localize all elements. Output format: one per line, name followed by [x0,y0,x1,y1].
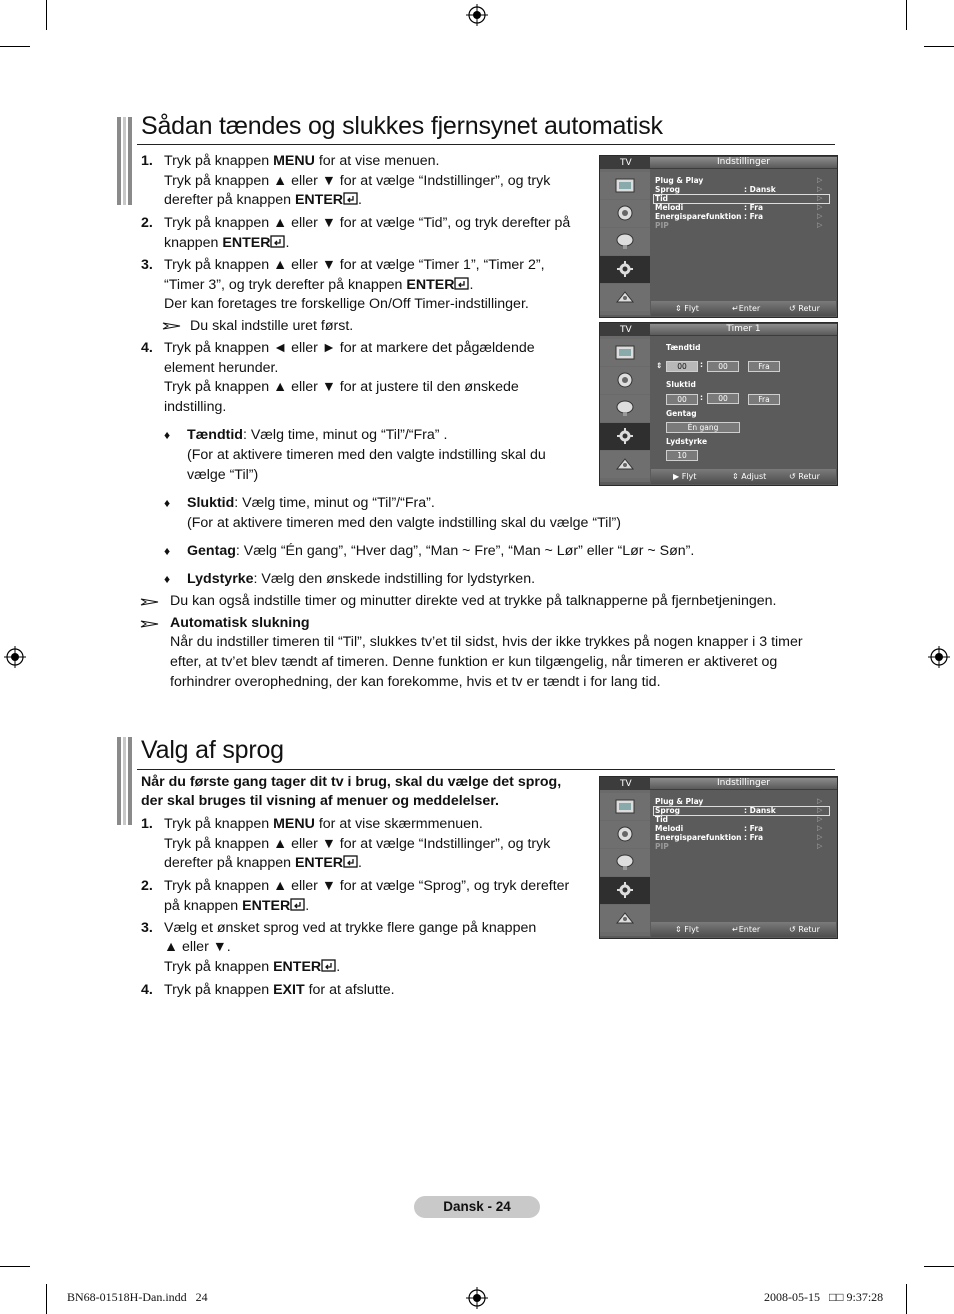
picture-icon[interactable] [600,793,650,820]
menu-item-value: : Fra [744,212,764,221]
menu-sidebar [600,336,650,482]
registration-mark-icon [466,1287,488,1309]
chevron-right-icon: ▷ [817,203,823,211]
enter-key-icon [454,277,469,290]
bullet-diamond-icon: ♦ [164,572,171,586]
volume-field[interactable]: 10 [666,450,698,461]
step-number: 1. [141,153,153,169]
input-icon[interactable] [600,284,650,311]
menu-item[interactable]: Melodi [655,824,684,833]
channel-icon[interactable] [600,849,650,876]
registration-mark-icon [4,646,26,668]
move-hint: ▶ Flyt [673,472,697,481]
menu-item[interactable]: Tid [655,194,669,203]
repeat-field[interactable]: Én gang [666,422,740,433]
menu-item[interactable]: Plug & Play [655,797,704,806]
move-hint: ⇕ Flyt [675,925,699,934]
step-number: 2. [141,215,153,231]
menu-item-value: : Fra [744,824,764,833]
menu-item-value: : Dansk [744,806,776,815]
tv-menu-language [599,776,838,939]
step-number: 4. [141,982,153,998]
step-text: Tryk på knappen EXIT for at afslutte. [164,982,395,998]
chevron-right-icon: ▷ [817,824,823,832]
menu-title: Indstillinger [650,778,837,789]
menu-source-label: TV [620,325,632,335]
step-text: Vælg et ønsket sprog ved at trykke flere gange på knappen [164,920,537,936]
off-time-label: Sluktid [666,380,696,389]
chevron-right-icon: ▷ [817,842,823,850]
crop-mark [924,1266,954,1267]
menu-item[interactable]: Tid [655,815,669,824]
menu-selection [653,194,830,204]
step-text: knappen ENTER . [164,235,290,251]
menu-sidebar [600,169,650,315]
on-minute-field[interactable]: 00 [707,361,739,372]
step-text: Tryk på knappen ▲ eller ▼ for at vælge “Indstillinger”, og tryk [164,173,551,189]
note-text: forhindrer overophedning, der kan forekomme, hvis et tv er tændt i for lang tid. [170,674,661,690]
step-text: Tryk på knappen ▲ eller ▼ for at vælge “Timer 1”, “Timer 2”, [164,257,545,273]
intro-text: der skal bruges til visning af menuer og meddelelser. [141,793,499,809]
off-minute-field[interactable]: 00 [707,393,739,404]
bullet-extra: (For at aktivere timeren med den valgte indstilling skal du vælge “Til”) [187,515,621,531]
step-text: indstilling. [164,399,227,415]
volume-label: Lydstyrke [666,437,708,446]
step-text: Tryk på knappen ▲ eller ▼ for at vælge “Sprog”, og tryk derefter [164,878,570,894]
step-note: Du skal indstille uret først. [190,318,354,334]
enter-key-icon [343,855,358,868]
step-text: Der kan foretages tre forskellige On/Off Timer-indstillinger. [164,296,529,312]
step-text: Tryk på knappen MENU for at vise skærmmenuen. [164,816,483,832]
footer-file: BN68-01518H-Dan.indd 24 [67,1290,208,1304]
step-text: “Timer 3”, og tryk derefter på knappen ENTER . [164,277,474,293]
on-state-field[interactable]: Fra [748,361,780,372]
section-rule [137,769,835,770]
input-icon[interactable] [600,905,650,932]
menu-item[interactable]: PIP [655,842,669,851]
menu-item-value: : Fra [744,203,764,212]
note-title: Automatisk slukning [170,615,310,631]
menu-item-value: : Fra [744,833,764,842]
crop-mark [0,46,30,47]
channel-icon[interactable] [600,395,650,422]
note-text: efter, at tv’et blev tændt af timeren. Denne funktion er kun tilgængelig, når timeren er aktiveret og [170,654,778,670]
section1-title: Sådan tændes og slukkes fjernsynet automatisk [141,112,663,140]
note-text: Du kan også indstille timer og minutter direkte ved at trykke på talknapperne på fjernbetjeningen. [170,593,777,609]
menu-source-label: TV [620,779,632,789]
enter-hint: ↵Enter [732,925,761,934]
chevron-right-icon: ▷ [817,176,823,184]
registration-mark-icon [466,4,488,26]
menu-source-label: TV [620,158,632,168]
step-text: ▲ eller ▼. [164,939,231,955]
step-text: Tryk på knappen MENU for at vise menuen. [164,153,440,169]
adjust-hint: ⇕ Adjust [732,472,767,481]
updown-icon: ⇕ [656,361,663,370]
section-bar [117,737,132,825]
step-text: Tryk på knappen ▲ eller ▼ for at vælge “Tid”, og tryk derefter på [164,215,571,231]
off-hour-field[interactable]: 00 [666,394,698,405]
section-rule [137,144,835,145]
step-number: 1. [141,816,153,832]
bullet-extra: (For at aktivere timeren med den valgte indstilling skal du [187,447,546,463]
tv-menu-settings [599,155,838,318]
return-hint: ↺ Retur [789,304,820,313]
note-text: Når du indstiller timeren til “Til”, slukkes tv’et til sidst, hvis der ikke trykkes på nogen knapper i 3 timer [170,634,803,650]
note-arrow-icon [162,318,182,336]
enter-key-icon [270,235,285,248]
step-text: derefter på knappen ENTER . [164,855,362,871]
menu-footer [651,469,836,484]
registration-mark-icon [928,646,950,668]
crop-mark [0,1266,30,1267]
menu-title: Timer 1 [650,324,837,335]
bullet-text: Gentag: Vælg “Én gang”, “Hver dag”, “Man ~ Fre”, “Man ~ Lør” eller “Lør ~ Søn”. [187,543,695,559]
bullet-text: Sluktid: Vælg time, minut og “Til”/“Fra”. [187,495,435,511]
sound-icon[interactable] [600,200,650,227]
setup-icon[interactable] [600,256,650,283]
menu-item[interactable]: Sprog [655,185,680,194]
enter-key-icon [290,898,305,911]
menu-item[interactable]: Energisparefunktion [655,212,742,221]
chevron-right-icon: ▷ [817,815,823,823]
channel-icon[interactable] [600,228,650,255]
crop-mark [46,0,47,30]
step-text: element herunder. [164,360,279,376]
step-number: 4. [141,340,153,356]
step-text: Tryk på knappen ◄ eller ► for at markere det pågældende [164,340,535,356]
menu-item[interactable]: PIP [655,221,669,230]
menu-item[interactable]: Melodi [655,203,684,212]
chevron-right-icon: ▷ [817,797,823,805]
return-hint: ↺ Retur [789,925,820,934]
repeat-label: Gentag [666,409,697,418]
menu-footer [651,922,836,937]
off-state-field[interactable]: Fra [748,394,780,405]
section-bar [117,117,132,205]
menu-item-value: : Dansk [744,185,776,194]
step-text: Tryk på knappen ENTER . [164,959,341,975]
step-text: derefter på knappen ENTER . [164,192,362,208]
step-number: 2. [141,878,153,894]
page-number-badge: Dansk - 24 [414,1196,540,1218]
step-text: Tryk på knappen ▲ eller ▼ for at justere til den ønskede [164,379,519,395]
on-time-label: Tændtid [666,343,701,352]
crop-mark [906,1284,907,1314]
on-hour-field[interactable]: 00 [666,361,698,372]
intro-text: Når du første gang tager dit tv i brug, skal du vælge det sprog, [141,774,562,790]
enter-key-icon [321,959,336,972]
menu-footer [651,301,836,316]
crop-mark [924,46,954,47]
enter-key-icon [343,192,358,205]
step-text: på knappen ENTER . [164,898,310,914]
bullet-diamond-icon: ♦ [164,544,171,558]
time-colon: : [700,393,703,402]
enter-hint: ↵Enter [732,304,761,313]
footer-date: 2008-05-15 □□ 9:37:28 [764,1290,884,1304]
menu-selection [653,806,830,816]
return-hint: ↺ Retur [789,472,820,481]
picture-icon[interactable] [600,339,650,366]
menu-item[interactable]: Plug & Play [655,176,704,185]
bullet-text: Lydstyrke: Vælg den ønskede indstilling for lydstyrken. [187,571,536,587]
step-text: Tryk på knappen ▲ eller ▼ for at vælge “Indstillinger”, og tryk [164,836,551,852]
menu-item[interactable]: Energisparefunktion [655,833,742,842]
setup-icon[interactable] [600,423,650,450]
bullet-diamond-icon: ♦ [164,428,171,442]
picture-icon[interactable] [600,172,650,199]
chevron-right-icon: ▷ [817,212,823,220]
move-hint: ⇕ Flyt [675,304,699,313]
sound-icon[interactable] [600,821,650,848]
chevron-right-icon: ▷ [817,221,823,229]
input-icon[interactable] [600,451,650,478]
note-arrow-icon [140,594,160,612]
chevron-right-icon: ▷ [817,185,823,193]
tv-menu-timer [599,322,838,486]
bullet-diamond-icon: ♦ [164,496,171,510]
setup-icon[interactable] [600,877,650,904]
step-number: 3. [141,920,153,936]
chevron-right-icon: ▷ [817,833,823,841]
section2-title: Valg af sprog [141,736,284,764]
menu-item[interactable]: Sprog [655,806,680,815]
chevron-right-icon: ▷ [817,806,823,814]
sound-icon[interactable] [600,367,650,394]
chevron-right-icon: ▷ [817,194,823,202]
time-colon: : [700,360,703,369]
bullet-text: Tændtid: Vælg time, minut og “Til”/“Fra” . [187,427,448,443]
menu-sidebar [600,790,650,936]
menu-title: Indstillinger [650,157,837,168]
crop-mark [46,1284,47,1314]
crop-mark [906,0,907,30]
bullet-extra: vælge “Til”) [187,467,259,483]
note-arrow-icon [140,616,160,634]
step-number: 3. [141,257,153,273]
